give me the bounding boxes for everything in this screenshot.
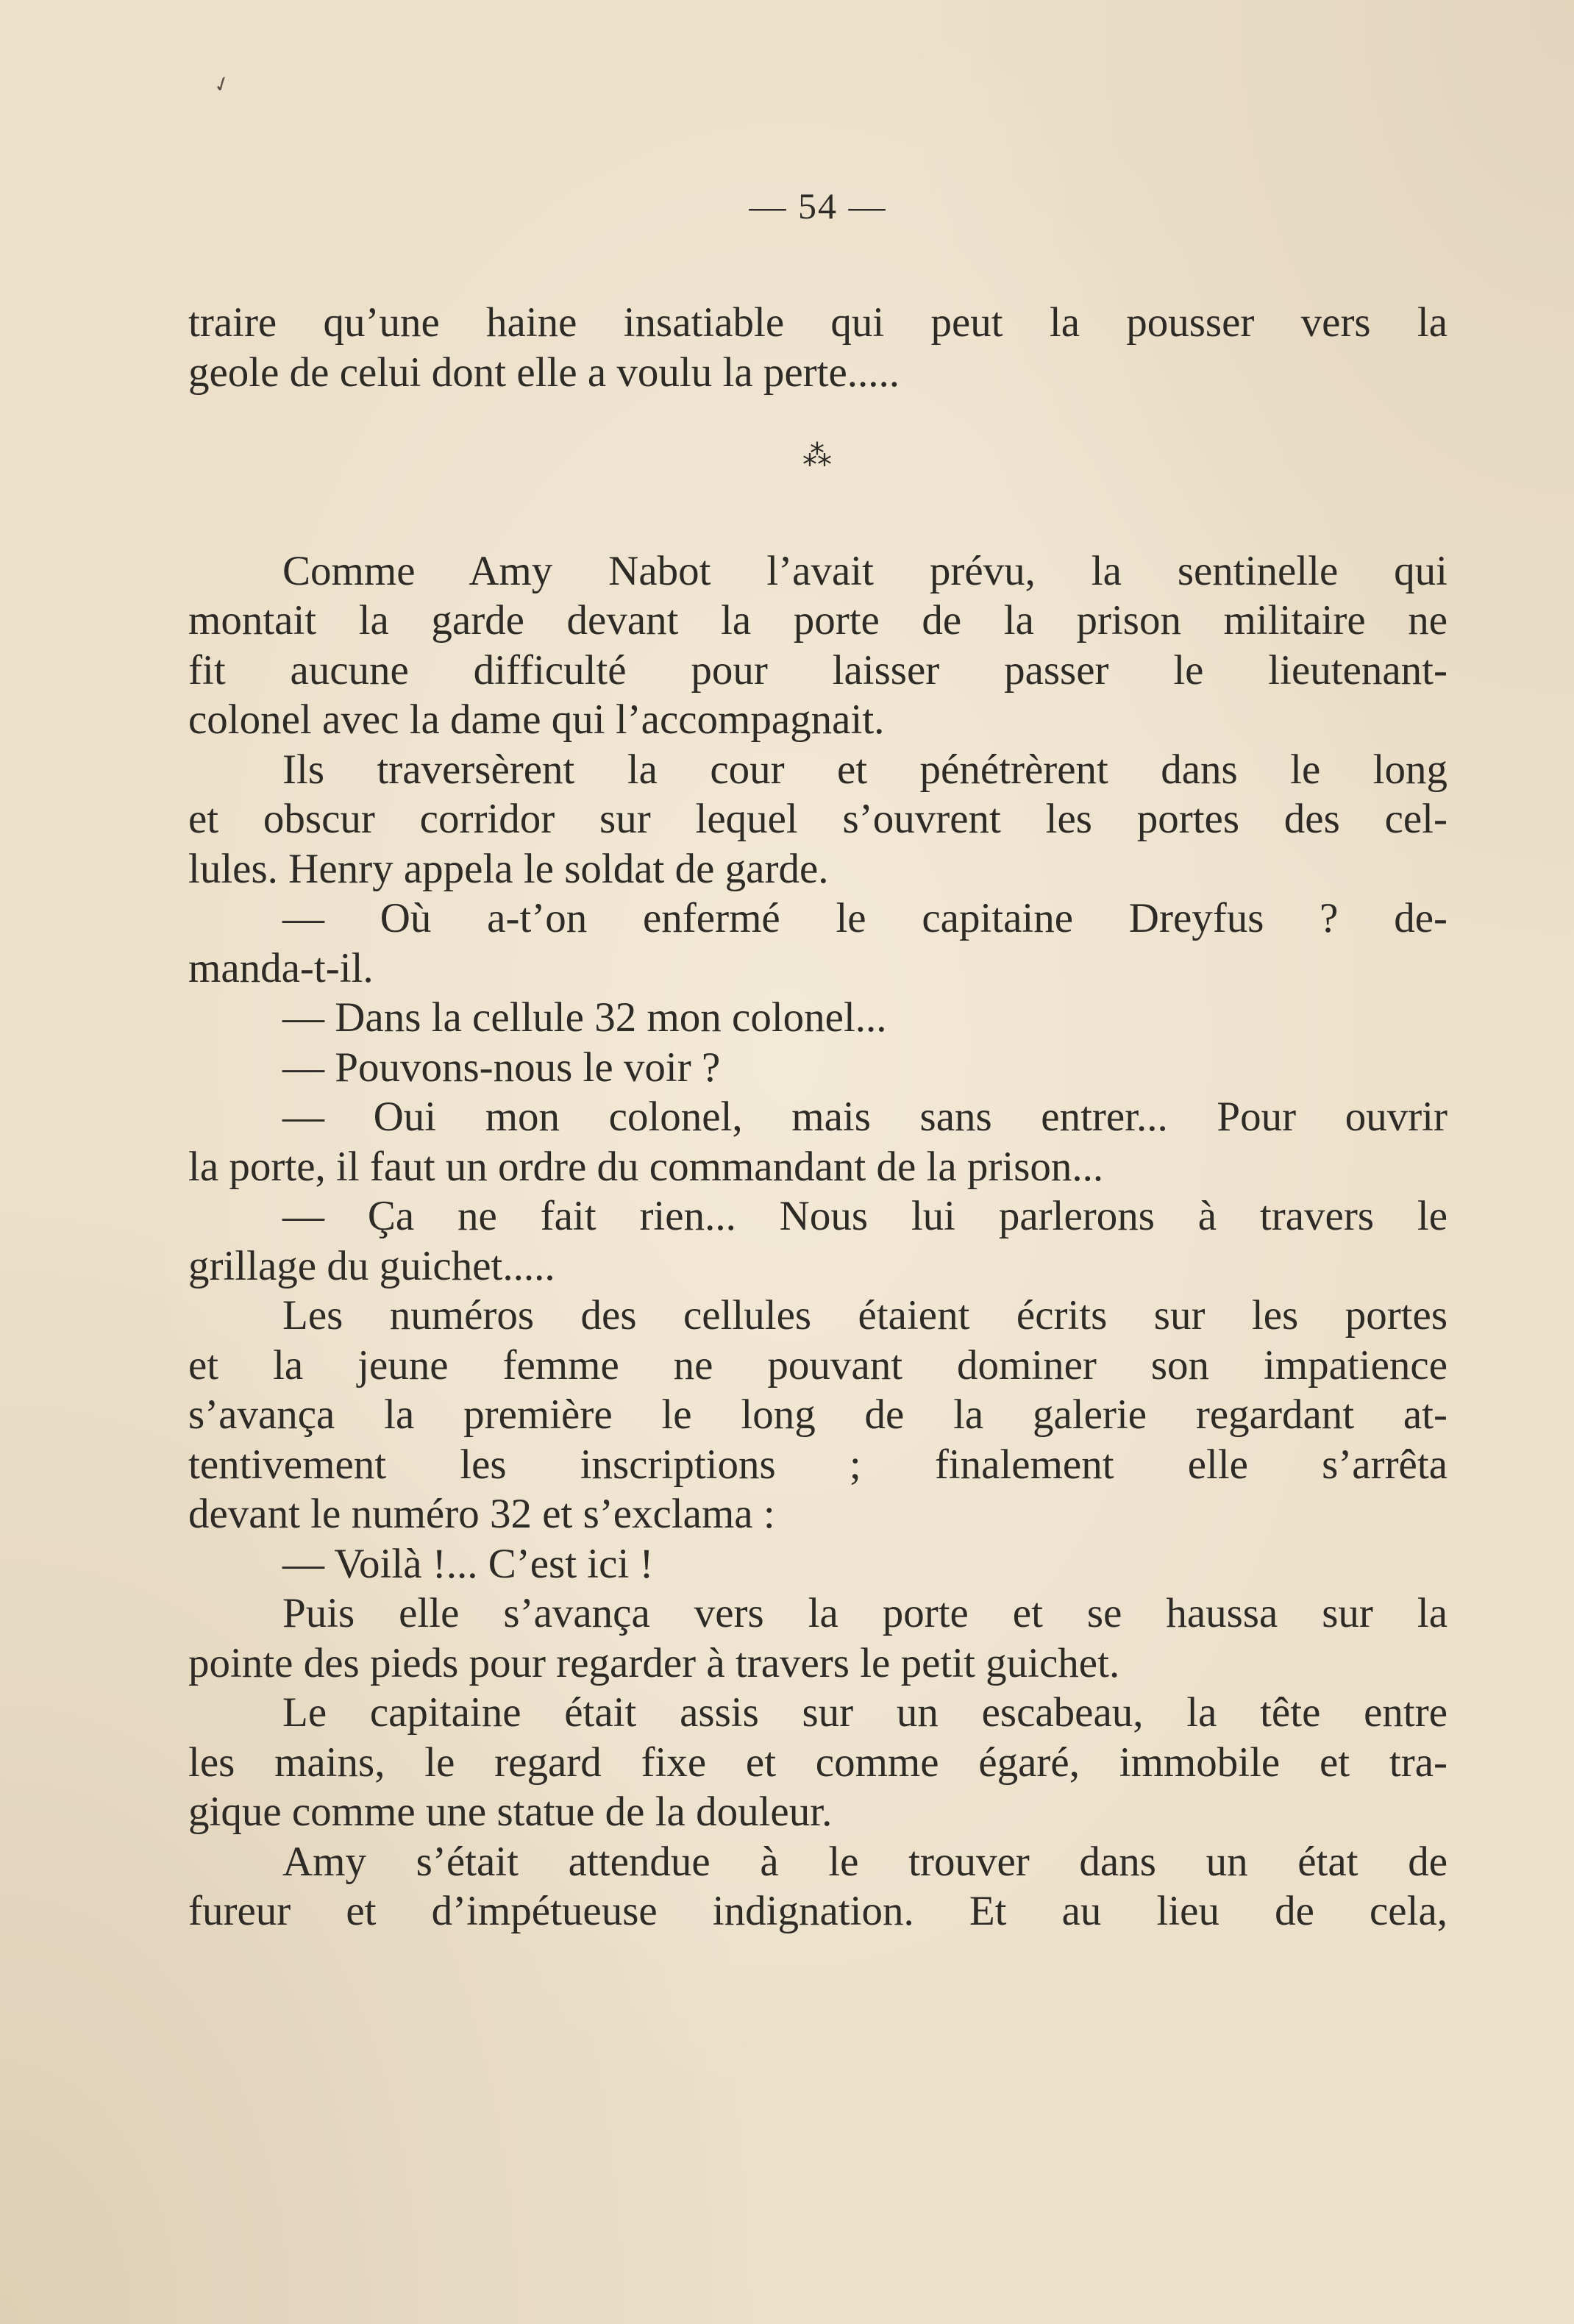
asterism-glyph: ⁂ bbox=[802, 439, 833, 472]
text-line: — Où a-t’on enfermé le capitaine Dreyfus ? de- bbox=[282, 895, 1447, 941]
text-line: et la jeune femme ne pouvant dominer son impatience bbox=[188, 1341, 1447, 1389]
text-line: traire qu’une haine insatiable qui peut la pousser vers la bbox=[188, 299, 1447, 346]
text-line: les mains, le regard fixe et comme égaré, immobile et tra- bbox=[188, 1739, 1447, 1786]
section-break-asterism bbox=[188, 397, 1447, 546]
page-number: — 54 — bbox=[749, 185, 887, 227]
text-line: — Dans la cellule 32 mon colonel... bbox=[282, 994, 887, 1041]
text-line: fit aucune difficulté pour laisser passer le lieutenant- bbox=[188, 646, 1447, 694]
text-line: Les numéros des cellules étaient écrits sur les portes bbox=[282, 1292, 1447, 1339]
text-line: tentivement les inscriptions ; finalement elle s’arrêta bbox=[188, 1441, 1447, 1488]
text-line: s’avança la première le long de la galerie regardant at- bbox=[188, 1391, 1447, 1438]
text-line: — Oui mon colonel, mais sans entrer... Pour ouvrir bbox=[282, 1094, 1447, 1140]
body-text bbox=[188, 298, 1447, 1936]
text-line: — Pouvons-nous le voir ? bbox=[282, 1044, 721, 1091]
text-line: Puis elle s’avança vers la porte et se haussa sur la bbox=[282, 1590, 1447, 1636]
text-line: grillage du guichet..... bbox=[188, 1242, 555, 1289]
text-line: devant le numéro 32 et s’exclama : bbox=[188, 1491, 775, 1537]
text-line: gique comme une statue de la douleur. bbox=[188, 1789, 833, 1835]
text-line: manda-t-il. bbox=[188, 944, 374, 991]
text-line: et obscur corridor sur lequel s’ouvrent les portes des cel- bbox=[188, 796, 1447, 842]
text-line: — Voilà !... C’est ici ! bbox=[282, 1540, 654, 1587]
text-line: lules. Henry appela le soldat de garde. bbox=[188, 845, 829, 892]
text-line: Amy s’était attendue à le trouver dans un état de bbox=[282, 1838, 1447, 1885]
text-line: Le capitaine était assis sur un escabeau, la tête entre bbox=[282, 1689, 1447, 1736]
text-line: fureur et d’impétueuse indignation. Et au lieu de cela, bbox=[188, 1888, 1447, 1934]
text-line: Comme Amy Nabot l’avait prévu, la sentinelle qui bbox=[282, 547, 1447, 594]
text-line: colonel avec la dame qui l’accompagnait. bbox=[188, 696, 885, 743]
text-line: pointe des pieds pour regarder à travers le petit guichet. bbox=[188, 1639, 1120, 1686]
text-line: geole de celui dont elle a voulu la perte..... bbox=[188, 349, 900, 396]
text-line: la porte, il faut un ordre du commandant de la prison... bbox=[188, 1143, 1104, 1190]
text-line: Ils traversèrent la cour et pénétrèrent dans le long bbox=[282, 746, 1447, 793]
text-line: — Ça ne fait rien... Nous lui parlerons à travers le bbox=[282, 1193, 1447, 1239]
pencil-check-mark: ✓ bbox=[210, 69, 235, 99]
text-line: montait la garde devant la porte de la prison militaire ne bbox=[188, 597, 1447, 644]
